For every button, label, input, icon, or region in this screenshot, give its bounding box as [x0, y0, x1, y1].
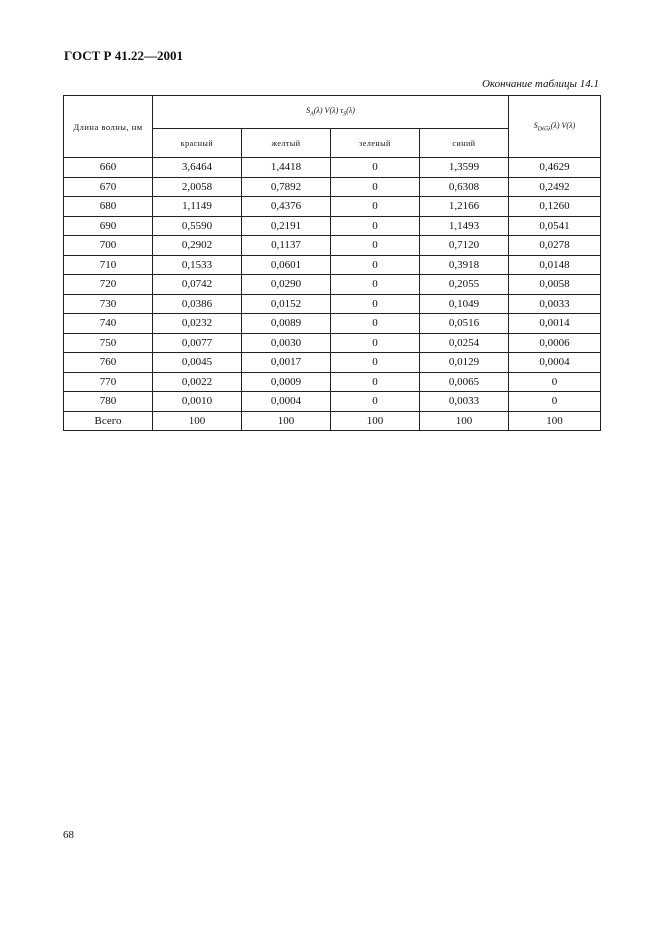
- table-cell: 660: [64, 158, 153, 178]
- table-row: [64, 255, 601, 275]
- table-cell: 0,0010: [153, 392, 242, 412]
- table-caption: Окончание таблицы 14.1: [481, 78, 599, 90]
- table-row: [64, 372, 601, 392]
- table-cell: 700: [64, 236, 153, 256]
- table-cell: 750: [64, 333, 153, 353]
- table-cell: 0: [331, 255, 420, 275]
- table-row: [64, 314, 601, 334]
- table-cell: 0,2191: [242, 216, 331, 236]
- table-cell: 0,1533: [153, 255, 242, 275]
- table-row: [64, 333, 601, 353]
- header-wavelength: Длина волны, нм: [64, 96, 153, 158]
- table-cell: 2,0058: [153, 177, 242, 197]
- table-cell: 0,0014: [509, 314, 601, 334]
- table-cell: 0,3918: [420, 255, 509, 275]
- table-row: [64, 392, 601, 412]
- table-cell: 690: [64, 216, 153, 236]
- table-cell: 1,3599: [420, 158, 509, 178]
- table-cell: 0,0058: [509, 275, 601, 295]
- table-cell: 0,0009: [242, 372, 331, 392]
- table-cell: 0,1049: [420, 294, 509, 314]
- table-cell: 0,0129: [420, 353, 509, 373]
- table-cell: 1,4418: [242, 158, 331, 178]
- table-cell: 0,2902: [153, 236, 242, 256]
- table-cell: 0,0601: [242, 255, 331, 275]
- table-cell: 710: [64, 255, 153, 275]
- table-cell: 0,0030: [242, 333, 331, 353]
- table-cell: 1,1149: [153, 197, 242, 217]
- table-cell: 0,7120: [420, 236, 509, 256]
- table-cell: 0: [331, 372, 420, 392]
- table-cell: 760: [64, 353, 153, 373]
- table-cell: 0,0004: [242, 392, 331, 412]
- table-cell: 0,0232: [153, 314, 242, 334]
- table-cell: 0: [331, 158, 420, 178]
- table-cell: 0,7892: [242, 177, 331, 197]
- table-cell: 0: [331, 353, 420, 373]
- table-cell: 0,0004: [509, 353, 601, 373]
- header-formula: $S_A(\lambda)$ V(λ) $\tau_S(\lambda)$: [153, 96, 509, 129]
- table-row: [64, 353, 601, 373]
- table-cell: 0,0033: [420, 392, 509, 412]
- table-cell: 730: [64, 294, 153, 314]
- table-cell: 0,0278: [509, 236, 601, 256]
- table-cell: 0,0022: [153, 372, 242, 392]
- table-row: [64, 236, 601, 256]
- total-cell: 100: [420, 411, 509, 430]
- table-cell: 0,0065: [420, 372, 509, 392]
- table-cell: 0: [331, 197, 420, 217]
- table-cell: 0,4376: [242, 197, 331, 217]
- table-cell: 0,2055: [420, 275, 509, 295]
- total-cell: 100: [242, 411, 331, 430]
- table-cell: 0: [331, 294, 420, 314]
- table-cell: 0: [331, 216, 420, 236]
- table-cell: 670: [64, 177, 153, 197]
- table-cell: 0,4629: [509, 158, 601, 178]
- table-cell: 1,1493: [420, 216, 509, 236]
- table-cell: 0,0290: [242, 275, 331, 295]
- table-cell: 0,5590: [153, 216, 242, 236]
- table-cell: 1,2166: [420, 197, 509, 217]
- total-cell: 100: [153, 411, 242, 430]
- table-cell: 0,0006: [509, 333, 601, 353]
- table-cell: 780: [64, 392, 153, 412]
- table-cell: 0,2492: [509, 177, 601, 197]
- total-cell: 100: [509, 411, 601, 430]
- table-cell: 0: [331, 333, 420, 353]
- total-cell: 100: [331, 411, 420, 430]
- table-cell: 0,0017: [242, 353, 331, 373]
- table-cell: 0,0386: [153, 294, 242, 314]
- table-cell: 0,0152: [242, 294, 331, 314]
- table-cell: 3,6464: [153, 158, 242, 178]
- table-cell: 0,0148: [509, 255, 601, 275]
- table-cell: 740: [64, 314, 153, 334]
- table-cell: 0: [509, 392, 601, 412]
- total-row: [64, 411, 601, 430]
- data-table: [63, 95, 601, 431]
- table-cell: 0,0742: [153, 275, 242, 295]
- table-cell: 0,0033: [509, 294, 601, 314]
- table-cell: 0: [509, 372, 601, 392]
- header-color: желтый: [242, 129, 331, 158]
- table-row: [64, 294, 601, 314]
- table-row: [64, 216, 601, 236]
- table-cell: 0: [331, 236, 420, 256]
- table-cell: 0: [331, 314, 420, 334]
- table-cell: 0,1137: [242, 236, 331, 256]
- table-cell: 770: [64, 372, 153, 392]
- table-cell: 0,1260: [509, 197, 601, 217]
- table-cell: 0: [331, 177, 420, 197]
- page-number: 68: [63, 829, 74, 841]
- header-color: зеленый: [331, 129, 420, 158]
- table-row: [64, 158, 601, 178]
- header-d65: $S_{D65\lambda}(\lambda)$ V(λ): [509, 96, 601, 158]
- table-row: [64, 197, 601, 217]
- table-row: [64, 177, 601, 197]
- table-cell: 0,0516: [420, 314, 509, 334]
- table-cell: 0,0045: [153, 353, 242, 373]
- table-cell: 0: [331, 392, 420, 412]
- table-cell: 720: [64, 275, 153, 295]
- table-row: [64, 275, 601, 295]
- table-cell: 0,0541: [509, 216, 601, 236]
- table-cell: 0: [331, 275, 420, 295]
- total-cell: Всего: [64, 411, 153, 430]
- table-cell: 0,0254: [420, 333, 509, 353]
- document-title: ГОСТ Р 41.22—2001: [64, 48, 183, 63]
- table-cell: 0,0089: [242, 314, 331, 334]
- header-color: синий: [420, 129, 509, 158]
- table-cell: 0,6308: [420, 177, 509, 197]
- table-cell: 0,0077: [153, 333, 242, 353]
- header-color: красный: [153, 129, 242, 158]
- table-cell: 680: [64, 197, 153, 217]
